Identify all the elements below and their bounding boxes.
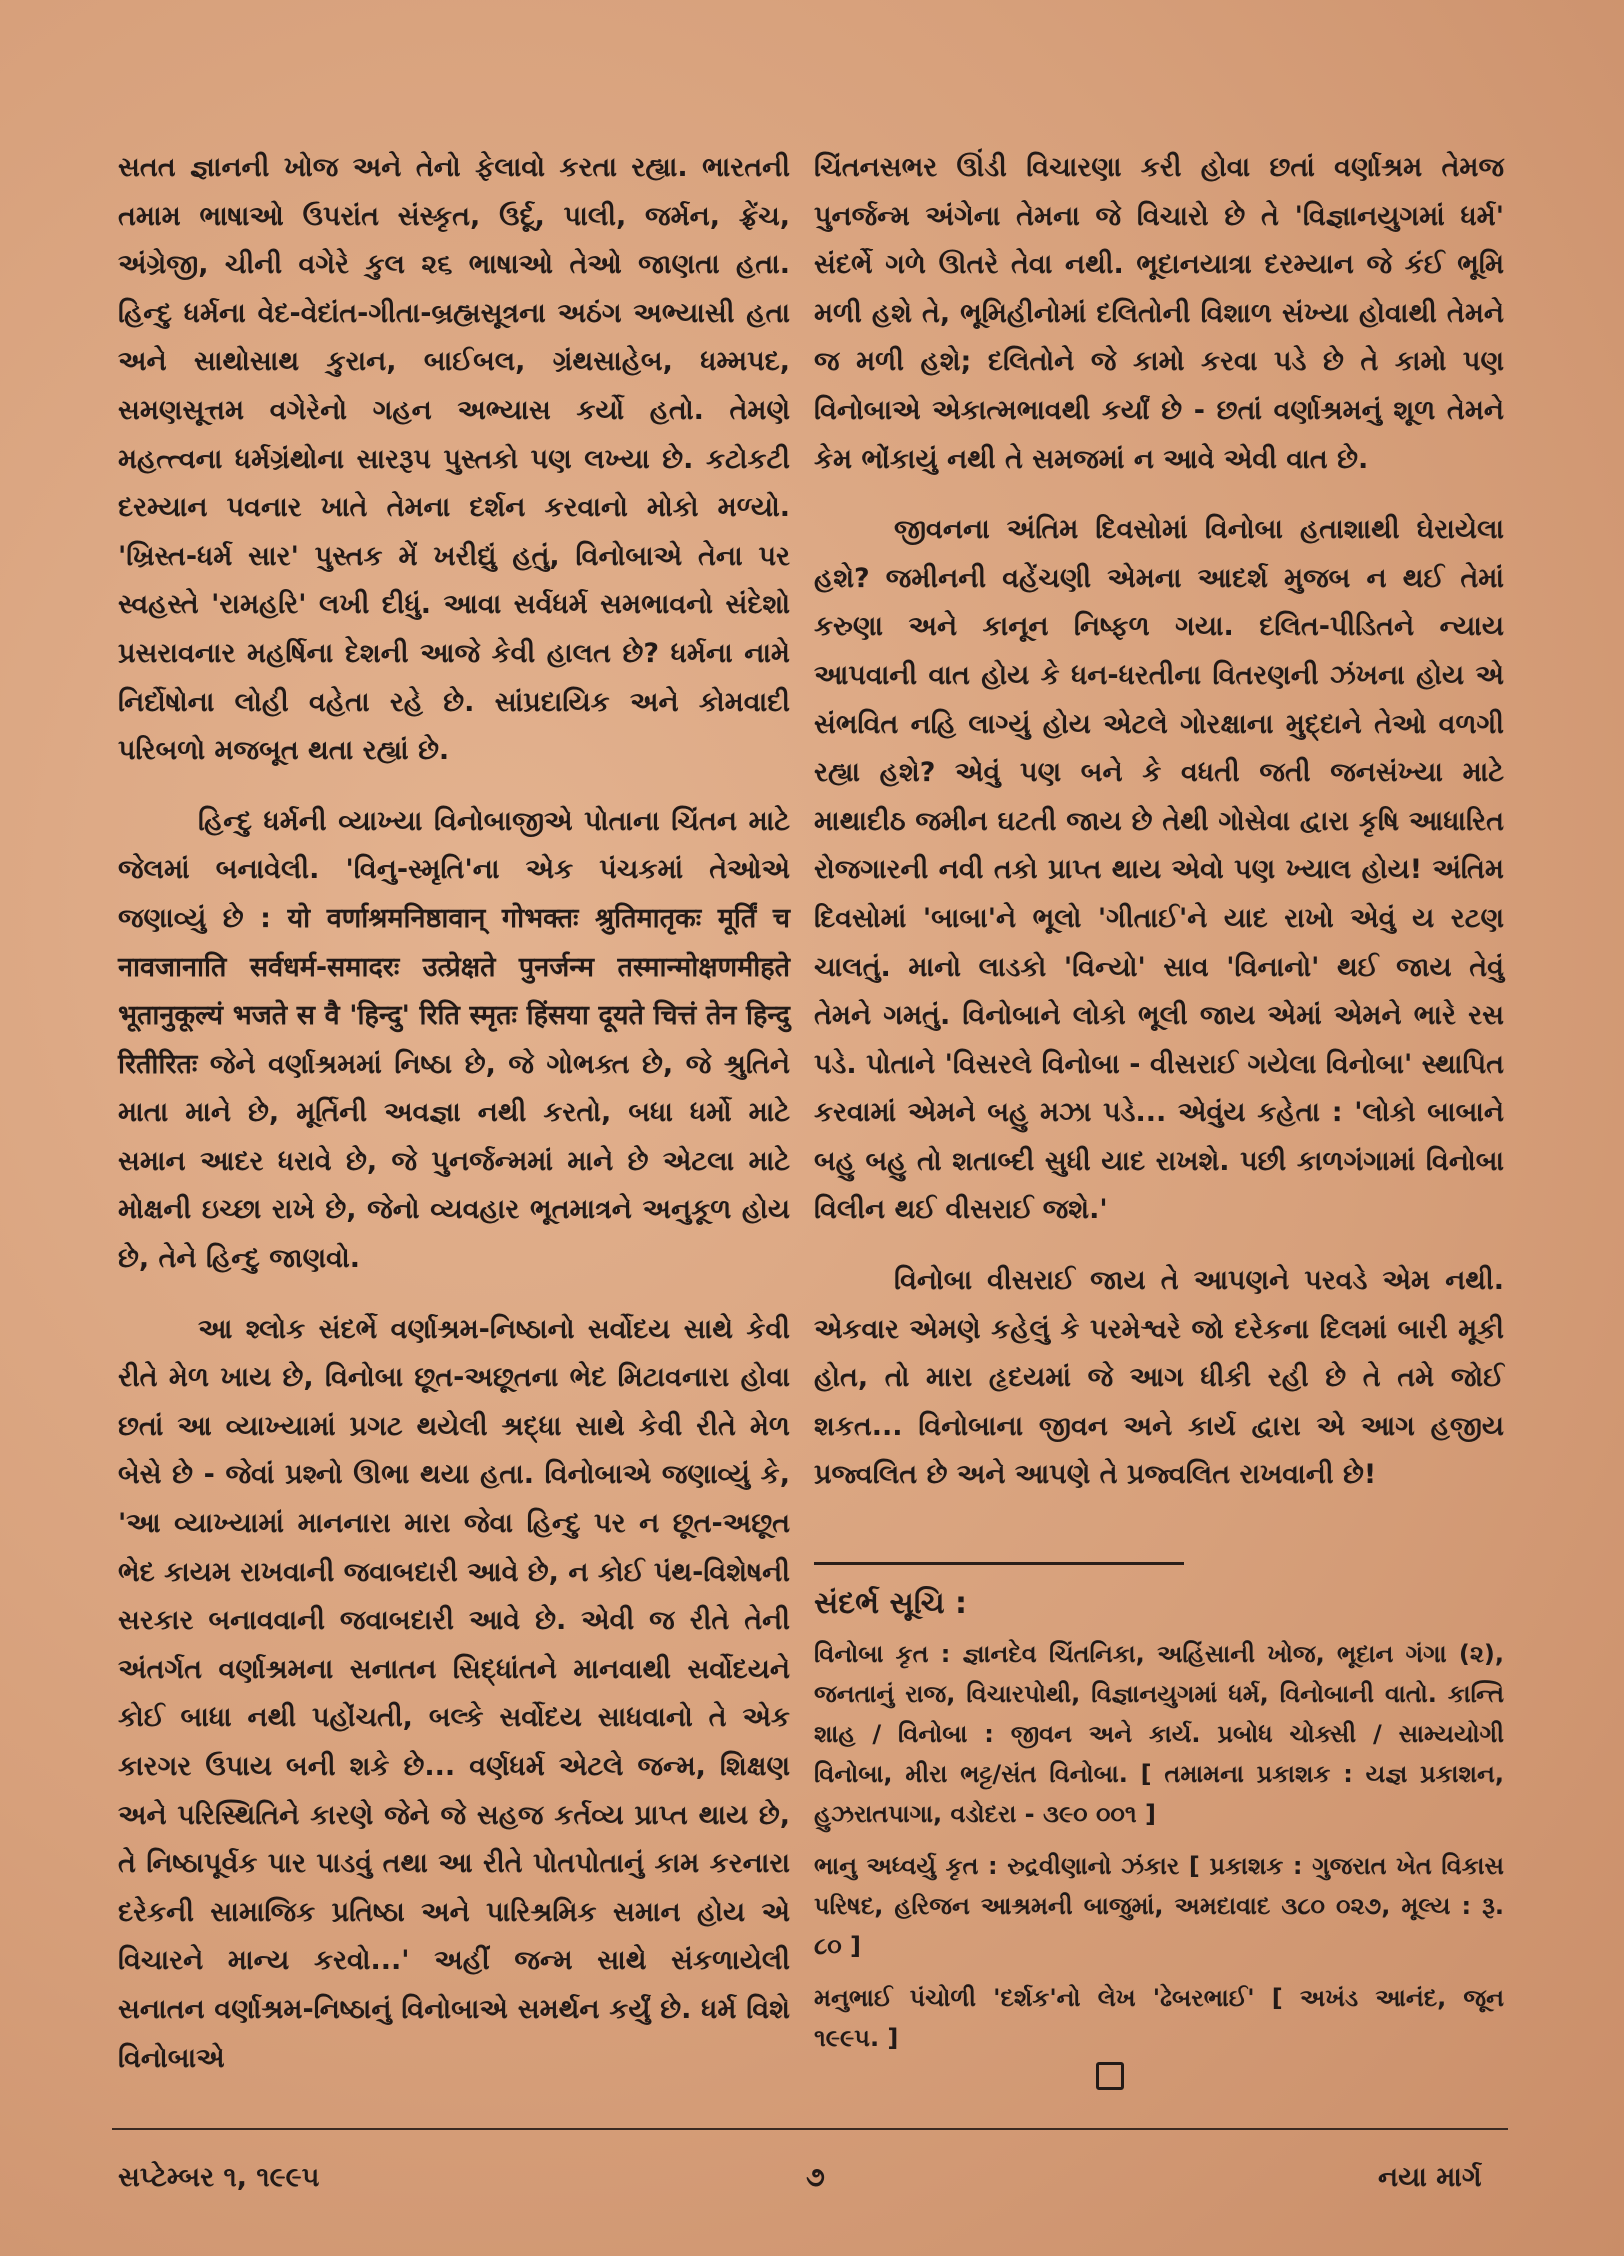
references-list xyxy=(814,1634,1504,2070)
footer-divider xyxy=(112,2128,1508,2130)
right-paragraph-3: વિનોબા વીસરાઈ જાય તે આપણને પરવડે એમ નથી. એકવાર એમણે કહેલું કે પરમેશ્વરે જો દરેકના દિલમાં બારી મૂકી હોત, તો મારા હૃદયમાં જે આગ ધીકી રહી છે તે તમે જોઈ શકત... વિનોબાના જીવન અને કાર્ય દ્વારા એ આગ હજીય પ્રજ્વલિત છે અને આપણે તે પ્રજ્વલિત રાખવાની છે! xyxy=(814,1265,1504,1491)
right-paragraph-2: જીવનના અંતિમ દિવસોમાં વિનોબા હતાશાથી ઘેરાયેલા હશે? જમીનની વહેંચણી એમના આદર્શ મુજબ ન થઈ તેમાં કરુણા અને કાનૂન નિષ્ફળ ગયા. દલિત-પીડિતને ન્યાય આપવાની વાત હોય કે ધન-ધરતીના વિતરણની ઝંખના હોય એ સંભવિત નહિ લાગ્યું હોય એટલે ગોરક્ષાના મુદ્દાને તેઓ વળગી રહ્યા હશે? એવું પણ બને કે વધતી જતી જનસંખ્યા માટે માથાદીઠ જમીન ઘટતી જાય છે તેથી ગોસેવા દ્વારા કૃષિ આધારિત રોજગારની નવી તકો પ્રાપ્ત થાય એવો પણ ખ્યાલ હોય! અંતિમ દિવસોમાં 'બાબા'ને ભૂલો 'ગીતાઈ'ને યાદ રાખો એવું ય રટણ ચાલતું. માનો લાડકો 'વિન્યો' સાવ 'વિનાનો' થઈ જાય તેવું તેમને ગમતું. વિનોબાને લોકો ભૂલી જાય એમાં એમને ભારે રસ પડે. પોતાને 'વિસરલે વિનોબા - વીસરાઈ ગયેલા વિનોબા' સ્થાપિત કરવામાં એમને બહુ મઝા પડે... એવુંય કહેતા : 'લોકો બાબાને બહુ બહુ તો શતાબ્દી સુધી યાદ રાખશે. પછી કાળગંગામાં વિનોબા વિલીન થઈ વીસરાઈ જશે.' xyxy=(814,514,1504,1226)
right-paragraph-1: ચિંતનસભર ઊંડી વિચારણા કરી હોવા છતાં વર્ણાશ્રમ તેમજ પુનર્જન્મ અંગેના તેમના જે વિચારો છે તે 'વિજ્ઞાનયુગમાં ધર્મ' સંદર્ભે ગળે ઊતરે તેવા નથી. ભૂદાનયાત્રા દરમ્યાન જે કંઈ ભૂમિ મળી હશે તે, ભૂમિહીનોમાં દલિતોની વિશાળ સંખ્યા હોવાથી તેમને જ મળી હશે; દલિતોને જે કામો કરવા પડે છે તે કામો પણ વિનોબાએ એકાત્મભાવથી કર્યાં છે - છતાં વર્ણાશ્રમનું શૂળ તેમને કેમ ભોંકાયું નથી તે સમજમાં ન આવે એવી વાત છે. xyxy=(814,152,1504,475)
left-paragraph-3: આ શ્લોક સંદર્ભે વર્ણાશ્રમ-નિષ્ઠાનો સર્વોદય સાથે કેવી રીતે મેળ ખાય છે, વિનોબા છૂત-અછૂતના ભેદ મિટાવનારા હોવા છતાં આ વ્યાખ્યામાં પ્રગટ થયેલી શ્રદ્ધા સાથે કેવી રીતે મેળ બેસે છે - જેવાં પ્રશ્નો ઊભા થયા હતા. વિનોબાએ જણાવ્યું કે, 'આ વ્યાખ્યામાં માનનારા મારા જેવા હિન્દુ પર ન છૂત-અછૂત ભેદ કાયમ રાખવાની જવાબદારી આવે છે, ન કોઈ પંથ-વિશેષની સરકાર બનાવવાની જવાબદારી આવે છે. એવી જ રીતે તેની અંતર્ગત વર્ણાશ્રમના સનાતન સિદ્ધાંતને માનવાથી સર્વોદયને કોઈ બાધા નથી પહોંચતી, બલ્કે સર્વોદય સાધવાનો તે એક કારગર ઉપાય બની શકે છે... વર્ણધર્મ એટલે જન્મ, શિક્ષણ અને પરિસ્થિતિને કારણે જેને જે સહજ કર્તવ્ય પ્રાપ્ત થાય છે, તે નિષ્ઠાપૂર્વક પાર પાડવું તથા આ રીતે પોતપોતાનું કામ કરનારા દરેકની સામાજિક પ્રતિષ્ઠા અને પારિશ્રમિક સમાન હોય એ વિચારને માન્ય કરવો...' અહીં જન્મ સાથે સંકળાયેલી સનાતન વર્ણાશ્રમ-નિષ્ઠાનું વિનોબાએ સમર્થન કર્યું છે. ધર્મ વિશે વિનોબાએ xyxy=(118,1313,791,2074)
page-number: ૭ xyxy=(806,2162,825,2193)
left-column xyxy=(118,144,790,2083)
references-divider xyxy=(814,1562,1184,1565)
article-end-square-icon xyxy=(1096,2062,1124,2090)
reference-item: ભાનુ અધ્વર્યુ કૃત : રુદ્રવીણાનો ઝંકાર [ પ્રકાશક : ગુજરાત ખેત વિકાસ પરિષદ, હરિજન આશ્રમની બાજુમાં, અમદાવાદ ૩૮૦ ૦૨૭, મૂલ્ય : રૂ. ૮૦ ] xyxy=(814,1852,1504,1960)
magazine-name: નયા માર્ગ xyxy=(1378,2162,1482,2193)
references-title: સંદર્ભ સૂચિ : xyxy=(814,1586,968,1621)
right-column xyxy=(814,144,1504,1500)
left-paragraph-1: સતત જ્ઞાનની ખોજ અને તેનો ફેલાવો કરતા રહ્યા. ભારતની તમામ ભાષાઓ ઉપરાંત સંસ્કૃત, ઉર્દૂ, પાલી, જર્મન, ફ્રેંચ, અંગ્રેજી, ચીની વગેરે કુલ ૨૬ ભાષાઓ તેઓ જાણતા હતા. હિન્દુ ધર્મના વેદ-વેદાંત-ગીતા-બ્રહ્મસૂત્રના અઠંગ અભ્યાસી હતા અને સાથોસાથ કુરાન, બાઈબલ, ગ્રંથસાહેબ, ધમ્મપદ, સમણસૂત્તમ વગેરેનો ગહન અભ્યાસ કર્યો હતો. તેમણે મહત્ત્વના ધર્મગ્રંથોના સારરૂપ પુસ્તકો પણ લખ્યા છે. કટોકટી દરમ્યાન પવનાર ખાતે તેમના દર્શન કરવાનો મોકો મળ્યો. 'ખ્રિસ્ત-ધર્મ સાર' પુસ્તક મેં ખરીદ્યું હતું, વિનોબાએ તેના પર સ્વહસ્તે 'રામહરિ' લખી દીધું. આવા સર્વધર્મ સમભાવનો સંદેશો પ્રસરાવનાર મહર્ષિના દેશની આજે કેવી હાલત છે? ધર્મના નામે નિર્દોષોના લોહી વહેતા રહે છે. સાંપ્રદાયિક અને કોમવાદી પરિબળો મજબૂત થતા રહ્યાં છે. xyxy=(118,152,790,767)
footer-date: સપ્ટેમ્બર ૧, ૧૯૯૫ xyxy=(118,2162,320,2193)
left-paragraph-2: હિન્દુ ધર્મની વ્યાખ્યા વિનોબાજીએ પોતાના ચિંતન માટે જેલમાં બનાવેલી. 'વિનુ-સ્મૃતિ'ના એક પંચકમાં તેઓએ જણાવ્યું છે : यो वर्णाश्रमनिष्ठावान् गोभक्तः श्रुतिमातृकः मूर्तिं च नावजानाति सर्वधर्म-समादरः उत्प्रेक्षते पुनर्जन्म तस्मान्मोक्षणमीहते भूतानुकूल्यं भजते स वै 'हिन्दु' रिति स्मृतः हिंसया दूयते चित्तं तेन हिन्दु रितीरितः જેને વર્ણાશ્રમમાં નિષ્ઠા છે, જે ગોભક્ત છે, જે શ્રુતિને માતા માને છે, મૂર્તિની અવજ્ઞા નથી કરતો, બધા ધર્મો માટે સમાન આદર ધરાવે છે, જે પુનર્જન્મમાં માને છે એટલા માટે મોક્ષની ઇચ્છા રાખે છે, જેનો વ્યવહાર ભૂતમાત્રને અનુકૂળ હોય છે, તેને હિન્દુ જાણવો. xyxy=(118,805,790,1275)
reference-item: વિનોબા કૃત : જ્ઞાનદેવ ચિંતનિકા, અહિંસાની ખોજ, ભૂદાન ગંગા (૨), જનતાનું રાજ, વિચારપોથી, વિજ્ઞાનયુગમાં ધર્મ, વિનોબાની વાતો. કાન્તિ શાહ / વિનોબા : જીવન અને કાર્ય. પ્રબોધ ચોક્સી / સામ્યયોગી વિનોબા, મીરા ભટ્ટ/સંત વિનોબા. [ તમામના પ્રકાશક : યજ્ઞ પ્રકાશન, હુઝરાતપાગા, વડોદરા - ૩૯૦ ૦૦૧ ] xyxy=(814,1640,1504,1828)
reference-item: મનુભાઈ પંચોળી 'દર્શક'નો લેખ 'ઢેબરભાઈ' [ અખંડ આનંદ, જૂન ૧૯૯૫. ] xyxy=(814,1984,1504,2052)
